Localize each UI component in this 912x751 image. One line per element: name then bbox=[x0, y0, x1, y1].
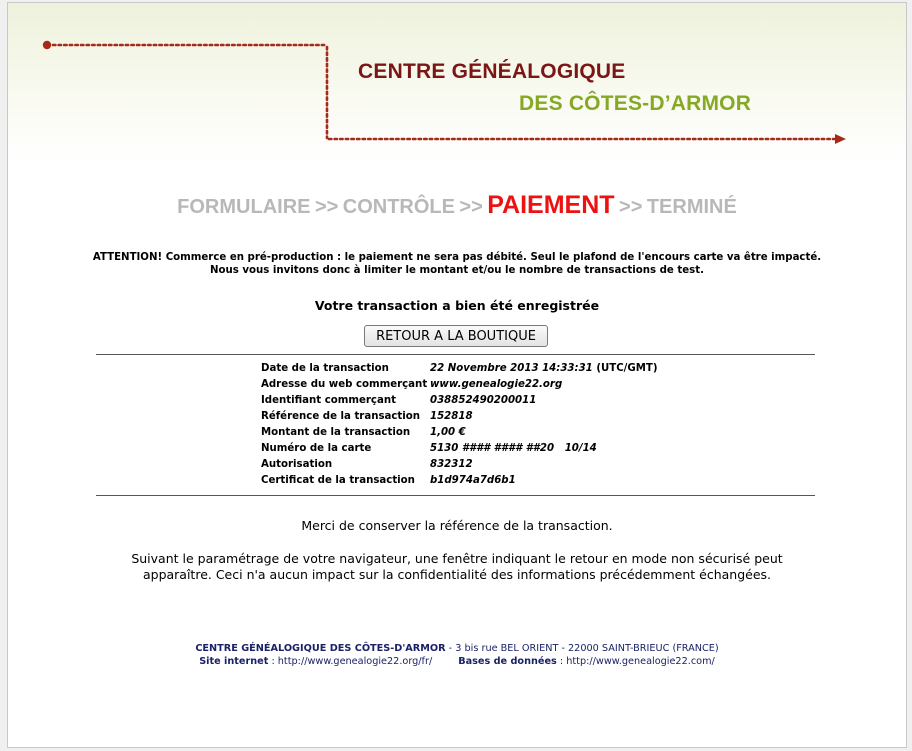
detail-value: www.genealogie22.org bbox=[430, 379, 563, 390]
footer-links-line bbox=[8, 655, 906, 668]
detail-value bbox=[430, 363, 658, 374]
browser-notice-line2: apparaître. Ceci n'a aucun impact sur la confidentialité des informations précédemment échangées. bbox=[142, 567, 772, 582]
detail-value: 832312 bbox=[430, 459, 473, 470]
page bbox=[7, 2, 907, 748]
footer-colon: : bbox=[556, 656, 567, 667]
browser-notice bbox=[78, 551, 836, 583]
step-formulaire: FORMULAIRE bbox=[177, 196, 311, 218]
divider-bottom bbox=[96, 495, 815, 496]
keep-reference-message: Merci de conserver la référence de la transaction. bbox=[301, 518, 613, 533]
logo-title-line2: DES CÔTES-D’ARMOR bbox=[519, 92, 752, 115]
detail-value: b1d974a7d6b1 bbox=[430, 475, 516, 486]
step-separator: >> bbox=[314, 196, 339, 218]
detail-label: Autorisation bbox=[261, 459, 333, 470]
detail-value: 5130 #### #### ##20 10/14 bbox=[430, 443, 597, 454]
detail-label: Date de la transaction bbox=[261, 363, 389, 374]
step-separator: >> bbox=[459, 196, 483, 218]
footer-site-link[interactable]: http://www.genealogie22.org/fr/ bbox=[277, 656, 433, 667]
divider-top bbox=[96, 354, 815, 355]
step-separator: >> bbox=[619, 196, 643, 218]
footer-address-line bbox=[8, 642, 906, 655]
detail-label: Identifiant commerçant bbox=[261, 395, 396, 406]
detail-value-date: 22 Novembre 2013 14:33:31 bbox=[430, 363, 593, 374]
attention-line1: ATTENTION! Commerce en pré-production : le paiement ne sera pas débité. Seul le plafond de l'encours carte va être impacté. bbox=[92, 252, 822, 263]
arrow-head-icon bbox=[835, 134, 846, 144]
footer-db-label: Bases de données bbox=[458, 656, 557, 667]
step-controle: CONTRÔLE bbox=[342, 196, 455, 218]
detail-label: Référence de la transaction bbox=[261, 411, 421, 422]
return-to-shop-button[interactable]: RETOUR A LA BOUTIQUE bbox=[364, 325, 548, 347]
detail-value-timezone: (UTC/GMT) bbox=[592, 363, 658, 374]
detail-label: Numéro de la carte bbox=[261, 443, 372, 454]
step-paiement-active: PAIEMENT bbox=[487, 191, 615, 219]
footer-site-label: Site internet bbox=[199, 656, 269, 667]
attention-notice bbox=[48, 251, 866, 277]
footer bbox=[8, 642, 906, 668]
detail-value: 1,00 € bbox=[430, 427, 466, 438]
attention-line2: Nous vous invitons donc à limiter le montant et/ou le nombre de transactions de test. bbox=[210, 265, 704, 276]
dot-start-icon bbox=[43, 41, 51, 49]
detail-label: Montant de la transaction bbox=[261, 427, 411, 438]
logo-title-line1: CENTRE GÉNÉALOGIQUE bbox=[358, 60, 626, 83]
detail-label: Certificat de la transaction bbox=[261, 475, 415, 486]
footer-db-link[interactable]: http://www.genealogie22.com/ bbox=[566, 656, 715, 667]
detail-value: 038852490200011 bbox=[430, 395, 537, 406]
footer-org-name: CENTRE GÉNÉALOGIQUE DES CÔTES-D'ARMOR bbox=[195, 643, 446, 654]
checkout-steps bbox=[8, 191, 906, 220]
footer-address: - 3 bis rue BEL ORIENT - 22000 SAINT-BRIEUC (FRANCE) bbox=[445, 643, 719, 654]
detail-label: Adresse du web commerçant bbox=[261, 379, 428, 390]
header-banner bbox=[8, 3, 906, 163]
footer-colon: : bbox=[268, 656, 278, 667]
browser-notice-line1: Suivant le paramétrage de votre navigateur, une fenêtre indiquant le retour en mode non sécurisé peut bbox=[131, 551, 783, 566]
confirmation-title: Votre transaction a bien été enregistrée bbox=[314, 298, 600, 313]
step-termine: TERMINÉ bbox=[646, 196, 737, 218]
detail-value: 152818 bbox=[430, 411, 473, 422]
